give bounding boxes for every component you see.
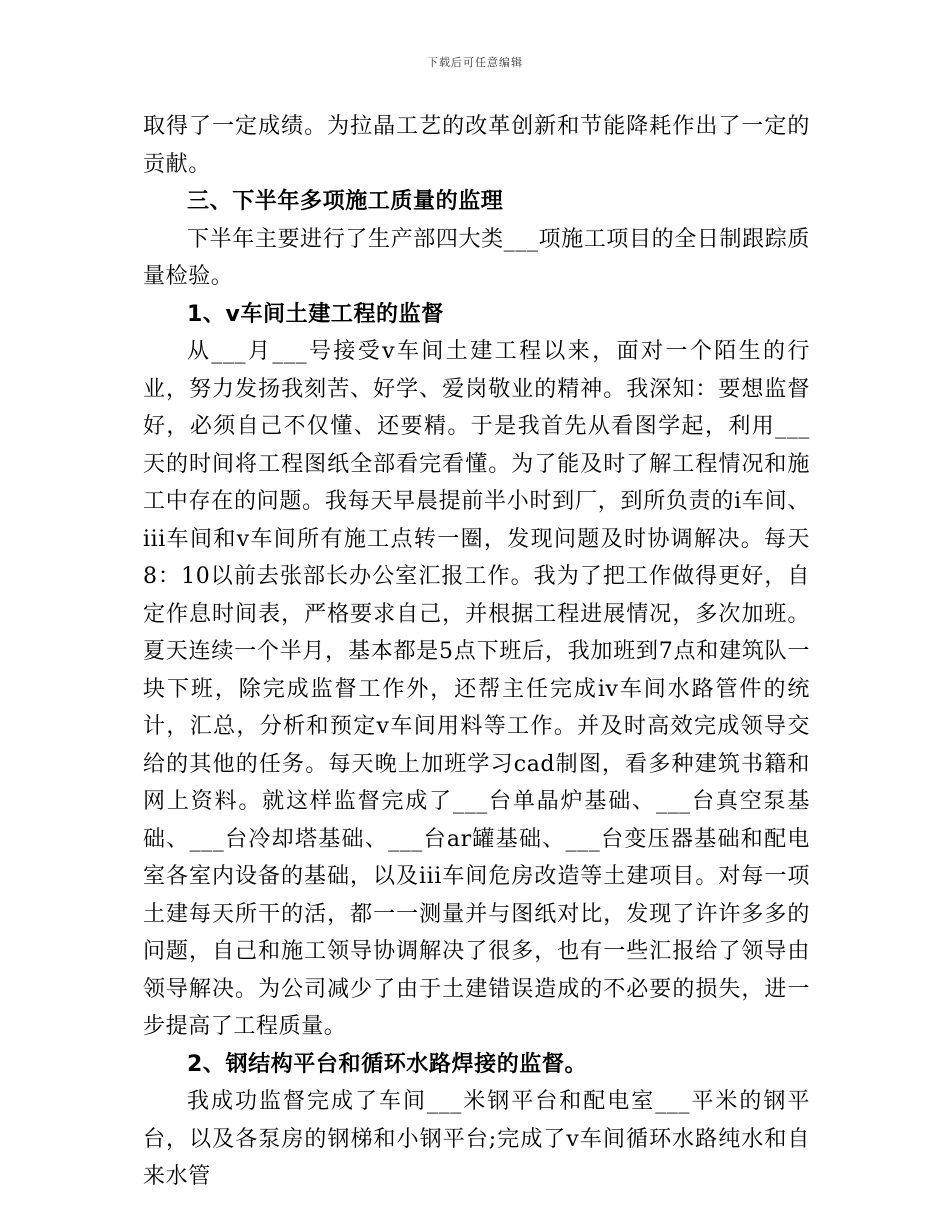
paragraph-civil-works: 从___月___号接受v车间土建工程以来，面对一个陌生的行业，努力发扬我刻苦、好学、爱岗敬业的精神。我深知：要想监督好，必须自己不仅懂、还要精。于是我首先从看图学起，利用___天的时间将工程图纸全部看完看懂。为了能及时了解工程情况和施工中存在的问题。我每天早晨提前半小时到厂，到所负责的i车间、iii车间和v车间所有施工点转一圈，发现问题及时协调解决。每天8：10以前去张部长办公室汇报工作。我为了把工作做得更好，自定作息时间表，严格要求自己，并根据工程进展情况，多次加班。夏天连续一个半月，基本都是5点下班后，我加班到7点和建筑队一块下班，除完成监督工作外，还帮主任完成iv车间水路管件的统计，汇总，分析和预定v车间用料等工作。并及时高效完成领导交给的其他的任务。每天晚上加班学习cad制图，看多种建筑书籍和网上资料。就这样监督完成了___台单晶炉基础、___台真空泵基础、___台冷却塔基础、___台ar罐基础、___台变压器基础和配电室各室内设备的基础，以及iii车间危房改造等土建项目。对每一项土建每天所干的活，都一一测量并与图纸对比，发现了许许多多的问题，自己和施工领导协调解决了很多，也有一些汇报给了领导由领导解决。为公司减少了由于土建错误造成的不必要的损失，进一步提高了工程质量。 <box>143 339 810 1039</box>
paragraph-steel-structure: 我成功监督完成了车间___米钢平台和配电室___平米的钢平台，以及各泵房的钢梯和小钢平台;完成了v车间循环水路纯水和自来水管 <box>143 1089 810 1189</box>
subsection-heading-1: 1、v车间土建工程的监督 <box>187 301 444 327</box>
page-header: 下载后可任意编辑 <box>427 56 523 69</box>
document-body <box>143 108 810 1196</box>
paragraph-intro: 下半年主要进行了生产部四大类___项施工项目的全日制跟踪质量检验。 <box>143 226 810 289</box>
section-heading-3: 三、下半年多项施工质量的监理 <box>187 189 504 214</box>
subsection-heading-2: 2、钢结构平台和循环水路焊接的监督。 <box>187 1051 588 1077</box>
paragraph-continuation: 取得了一定成绩。为拉晶工艺的改革创新和节能降耗作出了一定的贡献。 <box>143 114 810 177</box>
